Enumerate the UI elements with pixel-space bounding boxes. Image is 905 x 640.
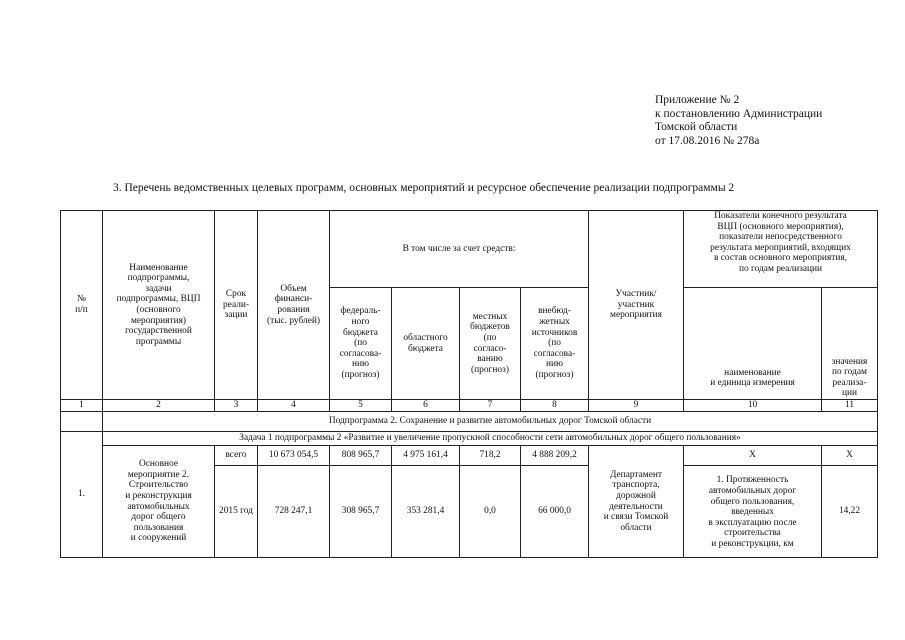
header-funds-group: В том числе за счет средств:: [330, 211, 589, 288]
document-title: 3. Перечень ведомственных целевых программ, основных мероприятий и ресурсное обеспечение реализации подпрограммы 2: [113, 182, 735, 194]
header-extra: внебюд- жетных источников (по согласова- нию (прогноз): [521, 288, 589, 400]
header-regional: областного бюджета: [392, 288, 460, 400]
task-title: Задача 1 подпрограммы 2 «Развитие и увеличение пропускной способности сети автомобильных дорог общего пользования»: [103, 432, 878, 446]
col-number-4: 4: [258, 400, 330, 412]
row-local: 0,0: [460, 466, 521, 558]
header-num: № п/п: [61, 211, 103, 400]
header-ind-name: наименование и единица измерения: [684, 288, 822, 400]
table-row: [61, 446, 878, 466]
row-ind-name: Х: [684, 446, 822, 466]
header-term: Срок реали- зации: [215, 211, 258, 400]
task-number: 1.: [61, 432, 103, 558]
row-regional: 353 281,4: [392, 466, 460, 558]
col-number-1: 1: [61, 400, 103, 412]
appendix-line-2: к постановлению Администрации: [655, 107, 823, 120]
header-name: Наименование подпрограммы, задачи подпрограммы, ВЦП (основного мероприятия) государственной программы: [103, 211, 215, 400]
row-ind-name: 1. Протяженность автомобильных дорог общего пользования, введенных в эксплуатацию после строительства и реконструкции, км: [684, 466, 822, 558]
row-volume: 728 247,1: [258, 466, 330, 558]
participant: Департамент транспорта, дорожной деятельности и связи Томской области: [589, 446, 684, 558]
appendix-block: [655, 94, 822, 148]
header-ind-values: значения по годам реализа- ции: [822, 288, 878, 400]
row-volume: 10 673 054,5: [258, 446, 330, 466]
row-local: 718,2: [460, 446, 521, 466]
header-participant: Участник/ участник мероприятия: [589, 211, 684, 400]
appendix-line-1: Приложение № 2: [655, 94, 740, 106]
subprogram-num-cell: [61, 412, 103, 432]
col-number-10: 10: [684, 400, 822, 412]
header-indicators-group: Показатели конечного результата ВЦП (основного мероприятия), показатели непосредственного результата мероприятий, входящих в состав основного мероприятия, по годам реализации: [684, 211, 878, 288]
col-number-11: 11: [822, 400, 878, 412]
col-number-9: 9: [589, 400, 684, 412]
row-extra: 4 888 209,2: [521, 446, 589, 466]
col-number-5: 5: [330, 400, 392, 412]
header-federal: федераль- ного бюджета (по согласова- нию (прогноз): [330, 288, 392, 400]
row-federal: 808 965,7: [330, 446, 392, 466]
row-extra: 66 000,0: [521, 466, 589, 558]
measure-name: Основное мероприятие 2. Строительство и реконструкция автомобильных дорог общего пользования и сооружений: [103, 446, 215, 558]
appendix-line-3: Томской области: [655, 121, 738, 134]
col-number-6: 6: [392, 400, 460, 412]
program-table: [60, 210, 878, 558]
header-volume: Объем финанси- рования (тыс. рублей): [258, 211, 330, 400]
col-number-8: 8: [521, 400, 589, 412]
col-number-2: 2: [103, 400, 215, 412]
col-number-7: 7: [460, 400, 521, 412]
appendix-line-4: от 17.08.2016 № 278а: [655, 134, 760, 147]
col-number-3: 3: [215, 400, 258, 412]
subprogram-title: Подпрограмма 2. Сохранение и развитие автомобильных дорог Томской области: [103, 412, 878, 432]
row-term: 2015 год: [215, 466, 258, 558]
row-federal: 308 965,7: [330, 466, 392, 558]
row-term: всего: [215, 446, 258, 466]
row-regional: 4 975 161,4: [392, 446, 460, 466]
row-ind-value: 14,22: [822, 466, 878, 558]
row-ind-value: Х: [822, 446, 878, 466]
header-local: местных бюджетов (по согласо- ванию (прогноз): [460, 288, 521, 400]
